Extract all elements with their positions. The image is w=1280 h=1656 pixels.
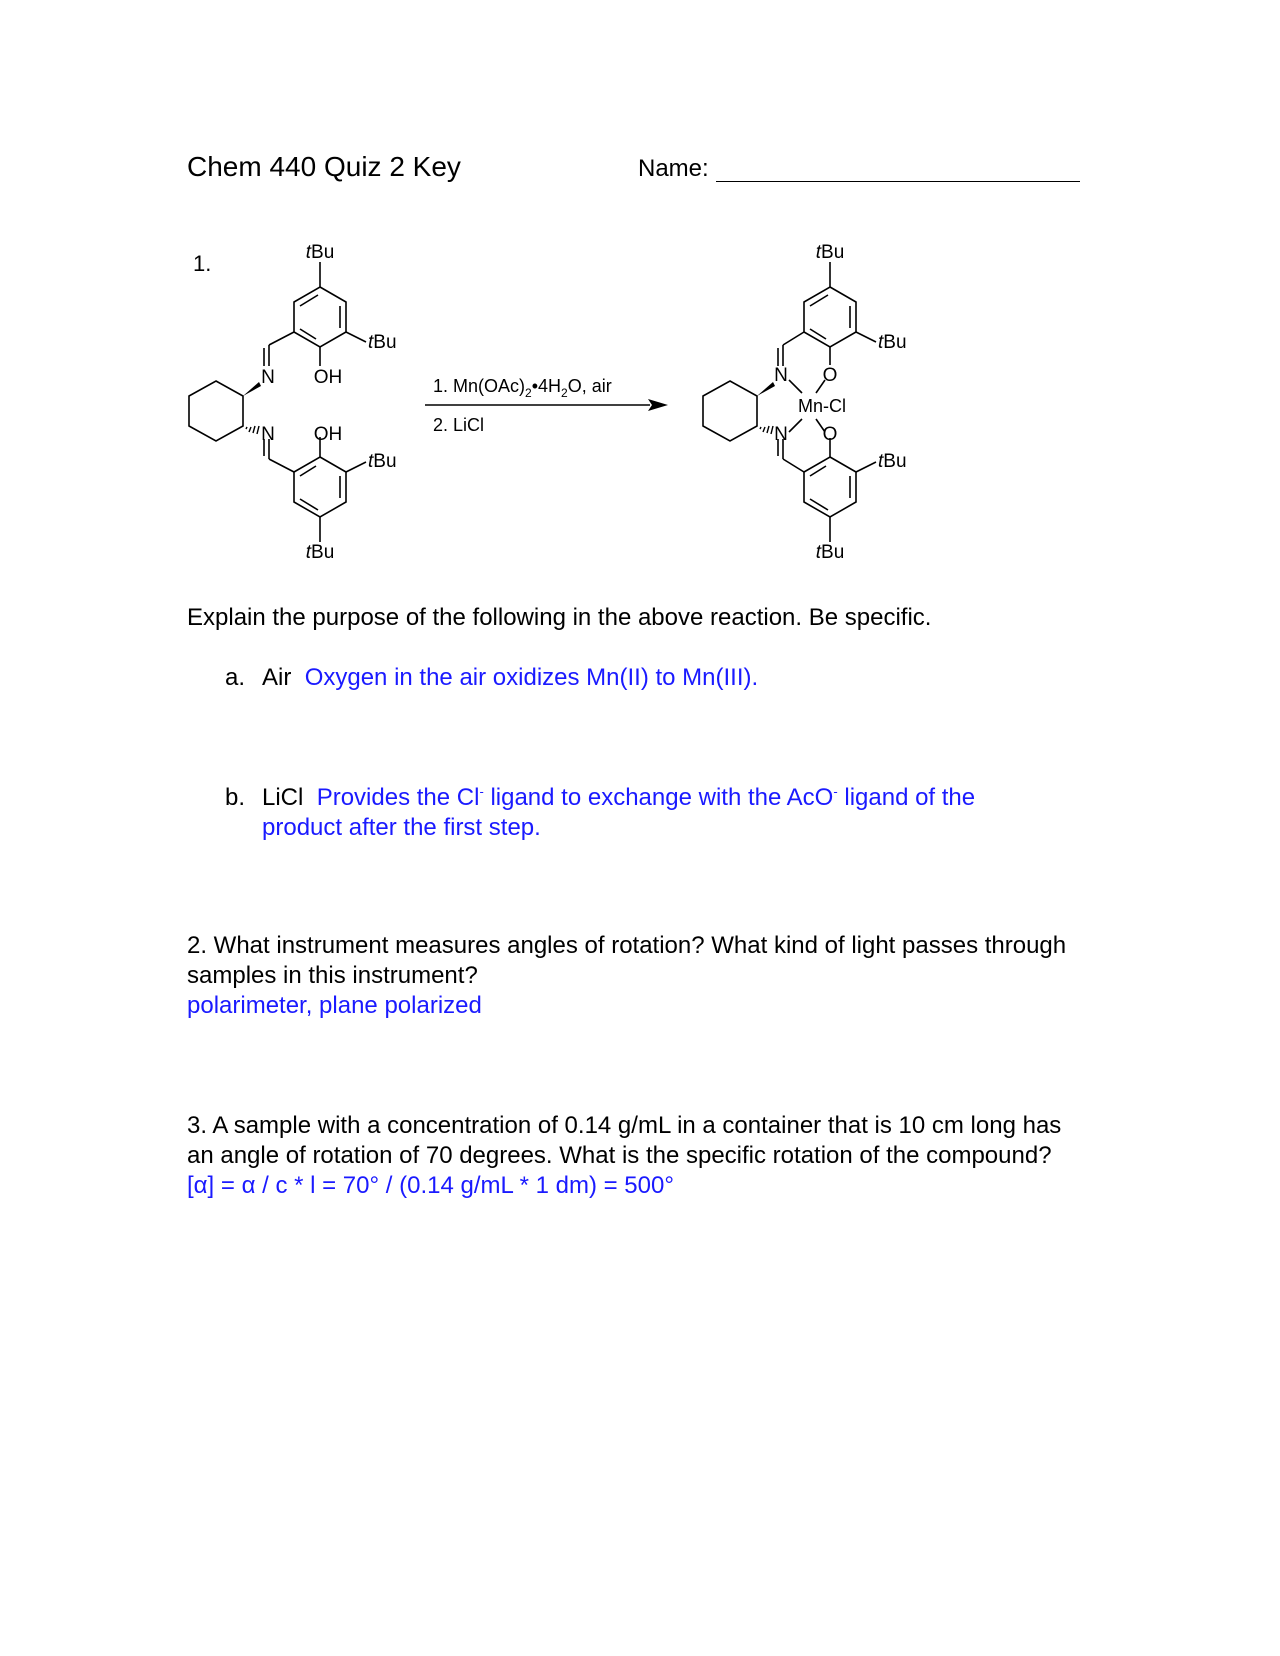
aryl-ring-upper-right <box>804 287 856 347</box>
tbu-label: tBu <box>305 242 335 263</box>
question-3 <box>187 1111 1077 1201</box>
aryl-ring-lower-left <box>294 457 346 517</box>
question-1-prompt: Explain the purpose of the following in the above reaction. Be specific. <box>187 604 932 631</box>
oxygen-label: O <box>822 424 838 445</box>
reagent-step-2: 2. LiCl <box>433 415 485 435</box>
hydroxyl-label: OH <box>313 367 343 388</box>
tbu-label: tBu <box>368 451 397 472</box>
cyclohexane-ring-right <box>703 381 757 441</box>
aryl-ring-upper-left <box>294 287 346 347</box>
wedge-bond-right <box>757 382 775 396</box>
wedge-bond-left <box>243 382 261 396</box>
part-b-label: b. <box>225 784 246 811</box>
nitrogen-label: N <box>774 365 788 386</box>
reagent-step-1: 1. $Mn(OAc)_2•4H_2O$, air <box>433 376 612 400</box>
part-b <box>225 783 1065 843</box>
aryl-ring-lower-right <box>804 457 856 517</box>
part-a-label: a. <box>225 664 246 691</box>
tbu-label: tBu <box>815 242 845 263</box>
part-b-reagent: LiCl <box>262 784 304 811</box>
oxygen-label: O <box>822 365 838 386</box>
question-2 <box>187 931 1067 1021</box>
name-label: Name: <box>638 155 709 182</box>
question-2-text: 2. What instrument measures angles of rotation? What kind of light passes through samples in this instrument? <box>187 932 1067 989</box>
tbu-label: tBu <box>815 542 845 563</box>
reaction-scheme <box>0 230 1280 570</box>
manganese-chloride-label: Mn-Cl <box>798 396 846 416</box>
part-a <box>225 663 758 693</box>
question-1-number: 1. <box>193 251 212 276</box>
tbu-label: tBu <box>878 332 907 353</box>
tbu-label: tBu <box>878 451 907 472</box>
question-3-answer: [α] = α / c * l = 70° / (0.14 g/mL * 1 dm) = 500° <box>187 1172 674 1199</box>
nitrogen-label: N <box>261 424 275 445</box>
cyclohexane-ring-left <box>189 381 243 441</box>
tbu-label: tBu <box>368 332 397 353</box>
page-title: Chem 440 Quiz 2 Key <box>187 151 461 182</box>
question-3-text: 3. A sample with a concentration of 0.14 g/mL in a container that is 10 cm long has an angle of rotation of 70 degrees. What is the specific rotation of the compound? <box>187 1112 1062 1169</box>
question-2-answer: polarimeter, plane polarized <box>187 992 482 1019</box>
nitrogen-label: N <box>774 424 788 445</box>
name-blank-line <box>716 181 1080 182</box>
part-a-answer: Oxygen in the air oxidizes Mn(II) to Mn(III). <box>304 664 759 691</box>
reaction-arrow-head <box>648 399 668 411</box>
part-a-reagent: Air <box>262 664 292 691</box>
tbu-label: tBu <box>305 542 335 563</box>
part-b-answer: Provides the Cl- ligand to exchange with the AcO- ligand of the product after the first step. <box>262 784 976 841</box>
nitrogen-label: N <box>261 367 275 388</box>
hydroxyl-label: OH <box>313 424 343 445</box>
